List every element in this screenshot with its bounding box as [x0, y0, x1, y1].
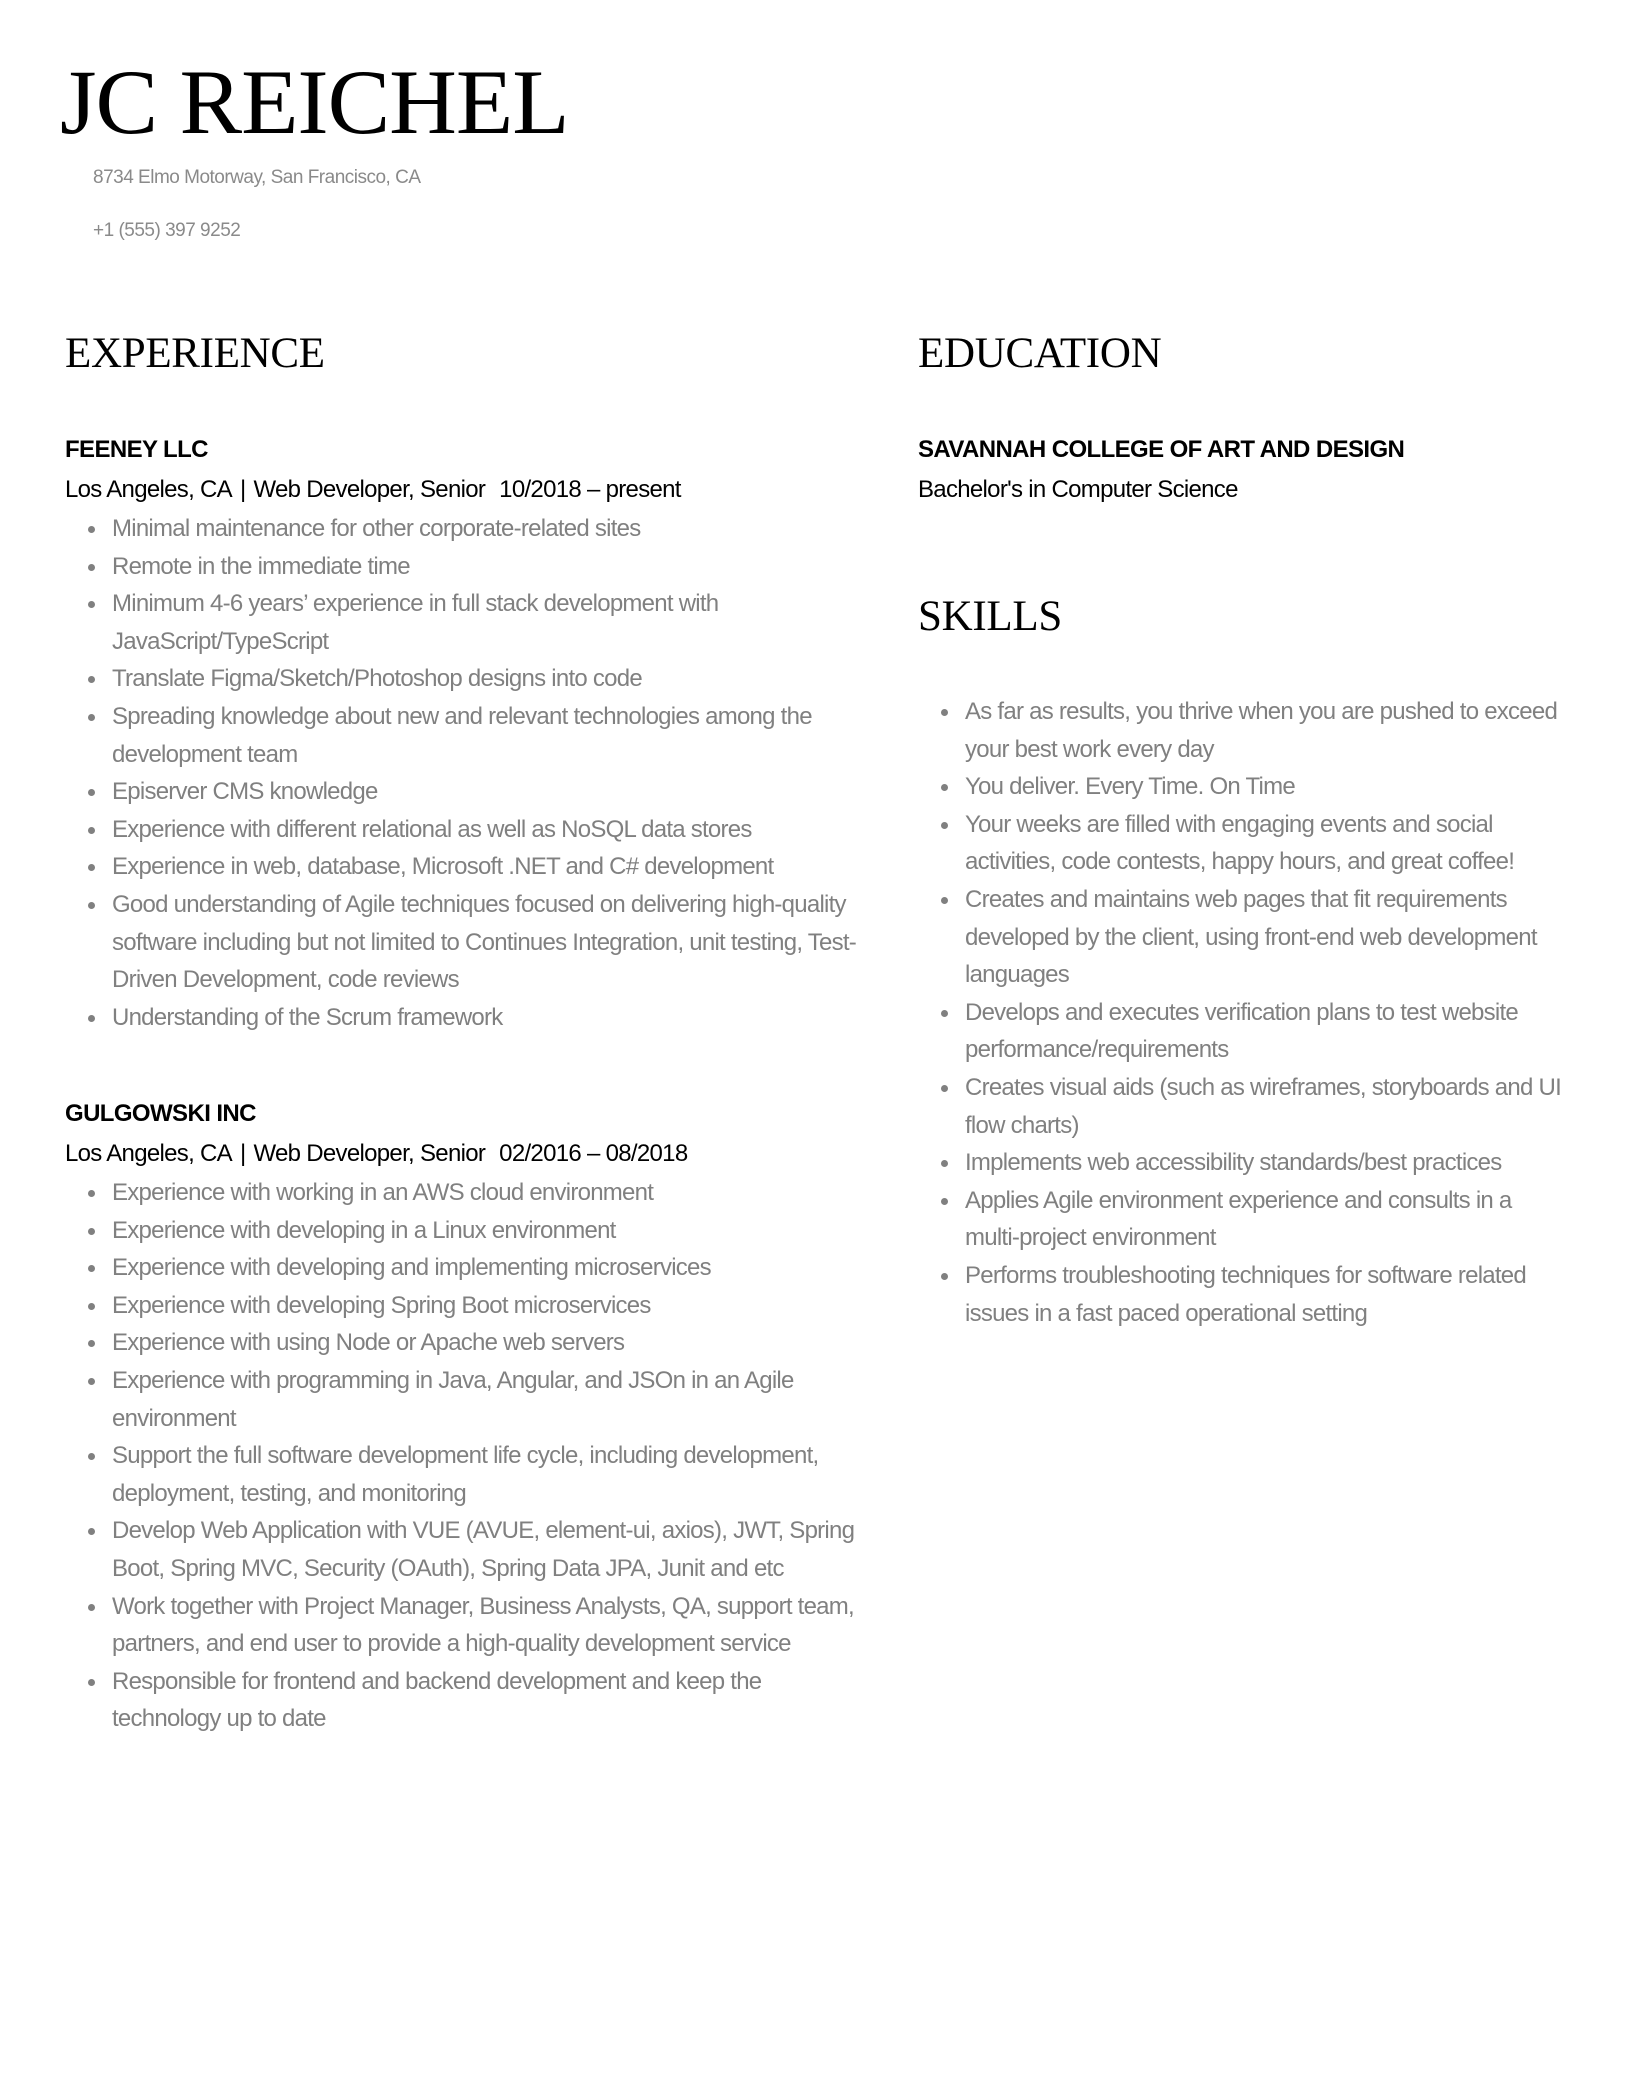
bullet-dot-icon [88, 864, 95, 871]
job-bullet-text: Spreading knowledge about new and relevant technologies among the development team [112, 702, 812, 768]
job-bullet-text: Experience with working in an AWS cloud environment [112, 1179, 654, 1206]
job-title: Web Developer, Senior [253, 1140, 486, 1167]
skill-item [918, 1144, 1598, 1182]
skill-text: Creates visual aids (such as wireframes, storyboards and UI flow charts) [965, 1073, 1562, 1139]
skills-section [918, 693, 1598, 1332]
job-location: Los Angeles, CA [65, 476, 232, 503]
bullet-dot-icon [88, 1340, 95, 1347]
job-entry-feeney [65, 430, 885, 1036]
education-school: SAVANNAH COLLEGE OF ART AND DESIGN [918, 436, 1405, 463]
job-bullet [65, 1174, 865, 1212]
job-bullet [65, 811, 865, 849]
skill-text: Creates and maintains web pages that fit requirements developed by the client, using front-end web development languages [965, 885, 1537, 989]
bullet-dot-icon [88, 1679, 95, 1686]
job-bullet [65, 1362, 865, 1437]
bullet-dot-icon [88, 526, 95, 533]
job-bullet-text: Experience with developing and implementing microservices [112, 1254, 711, 1282]
skill-text: Applies Agile environment experience and consults in a multi-project environment [965, 1186, 1512, 1252]
job-company: GULGOWSKI INC [65, 1100, 256, 1127]
job-dates: 02/2016 – 08/2018 [499, 1140, 688, 1167]
bullet-dot-icon [88, 902, 95, 909]
skills-heading: SKILLS [918, 593, 1062, 640]
job-bullet-text: Experience with different relational as well as NoSQL data stores [112, 815, 752, 843]
job-bullet [65, 510, 865, 548]
skill-text: As far as results, you thrive when you are pushed to exceed your best work every day [965, 698, 1558, 763]
job-bullet-text: Episerver CMS knowledge [112, 778, 378, 806]
skill-item [918, 1257, 1598, 1332]
job-bullet-text: Minimum 4-6 years’ experience in full stack development with JavaScript/TypeScript [112, 590, 719, 655]
job-bullet-text: Work together with Project Manager, Business Analysts, QA, support team, partners, and end user to provide a high-quality development service [112, 1592, 854, 1658]
skill-item [918, 1182, 1598, 1257]
education-degree: Bachelor's in Computer Science [918, 476, 1238, 503]
bullet-dot-icon [941, 1160, 948, 1167]
job-bullet [65, 1287, 865, 1325]
job-bullet [65, 886, 865, 999]
job-title: Web Developer, Senior [253, 476, 486, 503]
job-bullet [65, 1588, 865, 1663]
job-bullet-list [65, 1174, 865, 1738]
bullet-dot-icon [88, 601, 95, 608]
skill-item [918, 881, 1598, 994]
job-bullet [65, 1437, 865, 1512]
job-bullet [65, 848, 865, 886]
skill-item [918, 806, 1598, 881]
education-heading: EDUCATION [918, 330, 1162, 377]
contact-address: 8734 Elmo Motorway, San Francisco, CA [93, 167, 421, 188]
skill-text: Develops and executes verification plans to test website performance/requirements [965, 998, 1518, 1064]
contact-phone: +1 (555) 397 9252 [93, 220, 241, 241]
bullet-dot-icon [941, 1273, 948, 1280]
bullet-dot-icon [88, 1265, 95, 1272]
skill-item [918, 693, 1598, 768]
skill-text: Your weeks are filled with engaging events and social activities, code contests, happy hours, and great coffee! [965, 810, 1515, 876]
job-bullet-text: Responsible for frontend and backend development and keep the technology up to date [112, 1667, 762, 1733]
job-separator: | [239, 1140, 246, 1167]
bullet-dot-icon [941, 1010, 948, 1017]
skill-item [918, 1069, 1598, 1144]
job-bullet [65, 585, 865, 660]
bullet-dot-icon [88, 827, 95, 834]
job-bullet [65, 548, 865, 586]
job-bullet [65, 1512, 865, 1587]
bullet-dot-icon [941, 897, 948, 904]
bullet-dot-icon [88, 676, 95, 683]
job-bullet [65, 660, 865, 698]
skill-item [918, 994, 1598, 1069]
job-bullet [65, 1212, 865, 1250]
bullet-dot-icon [941, 1085, 948, 1092]
job-bullet-text: Understanding of the Scrum framework [112, 1003, 503, 1031]
job-bullet-text: Minimal maintenance for other corporate-related sites [112, 515, 641, 542]
bullet-dot-icon [941, 822, 948, 829]
job-bullet-text: Translate Figma/Sketch/Photoshop designs into code [112, 665, 642, 693]
job-bullet-text: Good understanding of Agile techniques focused on delivering high-quality software including but not limited to Continues Integration, unit testing, Test-Driven Development, code reviews [112, 890, 857, 994]
job-bullet-text: Experience with developing in a Linux environment [112, 1216, 616, 1244]
job-bullet-text: Experience with using Node or Apache web servers [112, 1329, 625, 1357]
job-bullet [65, 698, 865, 773]
job-entry-gulgowski [65, 1094, 885, 1738]
job-bullet [65, 773, 865, 811]
skills-bullet-list [918, 693, 1598, 1332]
bullet-dot-icon [88, 564, 95, 571]
bullet-dot-icon [88, 1528, 95, 1535]
bullet-dot-icon [88, 1303, 95, 1310]
bullet-dot-icon [88, 1190, 95, 1197]
job-bullet-text: Develop Web Application with VUE (AVUE, element-ui, axios), JWT, Spring Boot, Spring MVC, Security (OAuth), Spring Data JPA, Junit and etc [112, 1517, 855, 1582]
bullet-dot-icon [88, 1378, 95, 1385]
job-company: FEENEY LLC [65, 436, 208, 463]
job-bullet-list [65, 510, 865, 1036]
bullet-dot-icon [88, 714, 95, 721]
skill-item [918, 768, 1598, 806]
job-bullet [65, 1663, 865, 1738]
job-bullet-text: Experience with developing Spring Boot microservices [112, 1291, 651, 1319]
experience-heading: EXPERIENCE [65, 330, 325, 377]
bullet-dot-icon [941, 709, 948, 716]
skill-text: Performs troubleshooting techniques for software related issues in a fast paced operational setting [965, 1261, 1526, 1327]
bullet-dot-icon [941, 784, 948, 791]
job-location: Los Angeles, CA [65, 1140, 232, 1167]
job-dates: 10/2018 – present [499, 476, 681, 503]
bullet-dot-icon [941, 1198, 948, 1205]
job-bullet-text: Remote in the immediate time [112, 552, 410, 580]
bullet-dot-icon [88, 1015, 95, 1022]
job-bullet [65, 1249, 865, 1287]
job-bullet-text: Experience with programming in Java, Angular, and JSOn in an Agile environment [112, 1366, 794, 1432]
bullet-dot-icon [88, 1228, 95, 1235]
job-bullet [65, 1324, 865, 1362]
job-bullet-text: Experience in web, database, Microsoft .NET and C# development [112, 853, 774, 881]
skill-text: You deliver. Every Time. On Time [965, 773, 1295, 801]
bullet-dot-icon [88, 789, 95, 796]
job-role-line [65, 1134, 885, 1174]
bullet-dot-icon [88, 1453, 95, 1460]
job-bullet-text: Support the full software development life cycle, including development, deployment, testing, and monitoring [112, 1442, 819, 1507]
skill-text: Implements web accessibility standards/best practices [965, 1149, 1502, 1177]
job-role-line [65, 470, 885, 510]
job-separator: | [239, 476, 246, 503]
education-entry [918, 430, 1598, 510]
job-bullet [65, 999, 865, 1037]
bullet-dot-icon [88, 1604, 95, 1611]
candidate-name: JC REICHEL [60, 51, 569, 153]
